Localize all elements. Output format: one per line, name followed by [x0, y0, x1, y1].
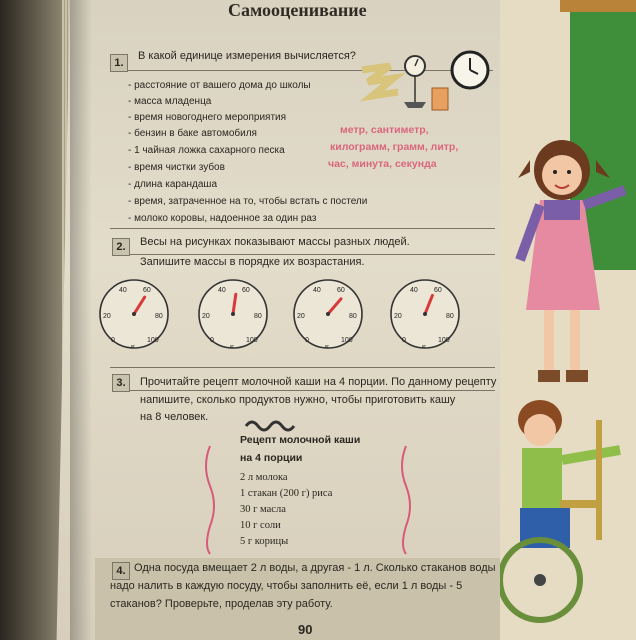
list-item: - время новогоднего мероприятия [128, 112, 287, 123]
section3-line1: Прочитайте рецепт молочной каши на 4 порции. По данному рецепту [140, 376, 497, 388]
units-line: час, минута, секунда [328, 158, 437, 170]
dial-label: 100 [147, 337, 159, 344]
section2-number: 2. [112, 238, 130, 256]
dial-label: 40 [218, 287, 226, 294]
dial-hub [132, 312, 136, 316]
dial-label: 0 [210, 337, 214, 344]
dial-label: 40 [313, 287, 321, 294]
section-divider [110, 367, 495, 368]
section4-line2: надо налить в каждую посуду, чтобы заполнить её, если 1 л воды - 5 [110, 580, 463, 592]
illustration-area [500, 0, 636, 640]
dial-label: 20 [202, 313, 210, 320]
section-divider [110, 228, 495, 229]
section2-divider [130, 254, 495, 255]
section4-number: 4. [112, 562, 130, 580]
dial-label: 100 [246, 337, 258, 344]
units-line: метр, сантиметр, [340, 124, 429, 136]
dial-label: кг [325, 344, 330, 350]
recipe-item: 1 стакан (200 г) риса [240, 488, 333, 499]
section4-line1: Одна посуда вмещает 2 л воды, а другая - 1 л. Сколько стаканов воды [134, 562, 496, 574]
measuring-jug-icon [432, 88, 448, 110]
page-title: Самооценивание [228, 0, 367, 20]
dial-label: 0 [402, 337, 406, 344]
spine-shadow [70, 0, 92, 640]
clock-icon [452, 52, 488, 88]
dial-label: 40 [119, 287, 127, 294]
list-item: - время чистки зубов [128, 162, 225, 173]
page-number: 90 [298, 622, 313, 637]
dial-label: 60 [434, 287, 442, 294]
recipe-title-line1: Рецепт молочной каши [240, 434, 361, 446]
dial-label: 60 [143, 287, 151, 294]
units-line: килограмм, грамм, литр, [330, 141, 459, 153]
section1-number: 1. [110, 54, 128, 72]
list-item: - время, затраченное на то, чтобы встать с постели [128, 196, 368, 207]
section3-divider [130, 390, 495, 391]
scale-dial [291, 272, 365, 356]
dial-label: 20 [297, 313, 305, 320]
section3-number: 3. [112, 374, 130, 392]
right-red-border [402, 446, 410, 554]
list-item: - молоко коровы, надоенное за один раз [128, 213, 317, 224]
dial-hub [326, 312, 330, 316]
recipe-item: 10 г соли [240, 520, 281, 531]
dial-label: 0 [111, 337, 115, 344]
scale-icon [404, 56, 426, 108]
recipe-title-line2: на 4 порции [240, 452, 303, 464]
page-content [90, 0, 510, 640]
list-item: - масса младенца [128, 96, 212, 107]
list-item: - расстояние от вашего дома до школы [128, 80, 311, 91]
dial-label: 100 [438, 337, 450, 344]
dial-label: 20 [103, 313, 111, 320]
section2-line1: Весы на рисунках показывают массы разных людей. [140, 236, 410, 248]
dial-label: 20 [394, 313, 402, 320]
section3-line3: на 8 человек. [140, 411, 209, 423]
section2-line2: Запишите массы в порядке их возрастания. [140, 256, 365, 268]
scale-dial [196, 272, 270, 356]
recipe-item: 2 л молока [240, 472, 288, 483]
list-item: - 1 чайная ложка сахарного песка [128, 145, 285, 156]
list-item: - бензин в баке автомобиля [128, 128, 257, 139]
dial-label: кг [422, 344, 427, 350]
recipe-item: 5 г корицы [240, 536, 289, 547]
dial-label: кг [230, 344, 235, 350]
left-red-border [206, 446, 214, 554]
dial-label: 60 [337, 287, 345, 294]
measurement-icons [360, 44, 490, 120]
decorative-swirl [246, 422, 294, 430]
dial-label: 80 [349, 313, 357, 320]
ruler-icon [362, 66, 398, 96]
section1-question: В какой единице измерения вычисляется? [138, 50, 356, 62]
dial-label: 40 [410, 287, 418, 294]
section4-line3: стаканов? Проверьте, проделав эту работу. [110, 598, 333, 610]
dial-hub [231, 312, 235, 316]
recipe-item: 30 г масла [240, 504, 286, 515]
dial-label: 80 [446, 313, 454, 320]
scale-dial [388, 272, 462, 356]
dial-label: 60 [242, 287, 250, 294]
dial-label: кг [131, 344, 136, 350]
dial-label: 100 [341, 337, 353, 344]
dial-label: 80 [155, 313, 163, 320]
section3-line2: напишите, сколько продуктов нужно, чтобы приготовить кашу [140, 394, 456, 406]
list-item: - длина карандаша [128, 179, 218, 190]
scale-dial [97, 272, 171, 356]
dial-hub [423, 312, 427, 316]
dial-label: 80 [254, 313, 262, 320]
dial-label: 0 [305, 337, 309, 344]
